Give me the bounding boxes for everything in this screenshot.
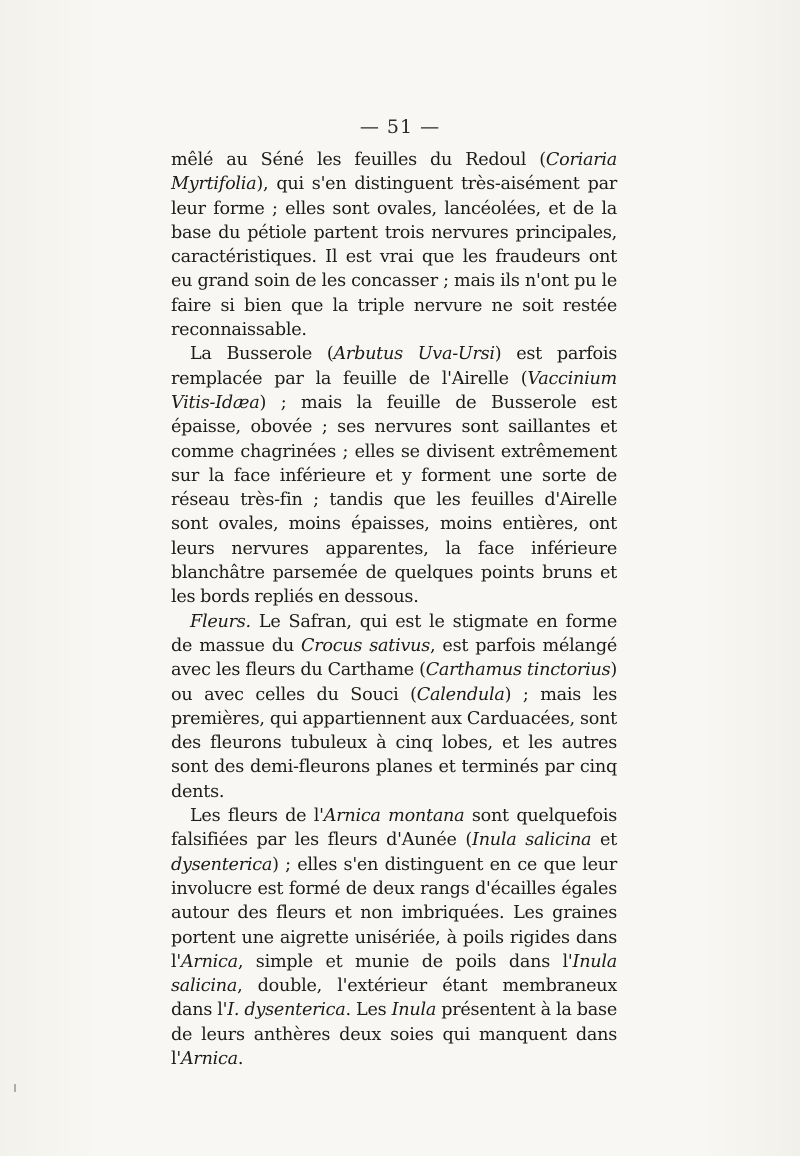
paragraph: La Busserole (Arbutus Uva-Ursi) est parfois remplacée par la feuille de l'Airelle (Vaccinium Vitis-Idæa) ; mais la feuille de Busserole est épaisse, obovée ; ses nervures sont saillantes et comme chagrinées ; elles se divisent extrêmement sur la face inférieure et y forment une sorte de réseau très-fin ; tandis que les feuilles d'Airelle sont ovales, moins épaisses, moins entières, ont leurs nervures apparentes, la face inférieure blanchâtre parsemée de quelques points bruns et les bords repliés en dessous. [171, 344, 618, 608]
section-heading: Fleurs. [190, 611, 251, 632]
species-name: Carthamus tinctorius [425, 660, 611, 681]
species-name: Inula salicina [171, 951, 617, 997]
species-name: Inula [391, 1000, 437, 1021]
species-name: Inula salicina [472, 830, 592, 851]
page-number: — 51 — [359, 116, 441, 138]
paragraph: Fleurs. Le Safran, qui est le stigmate en forme de massue du Crocus sativus, est parfois mélangé avec les fleurs du Carthame (Carthamus tinctorius) ou avec celles du Souci (Calendula) ; mais les premières, qui appartiennent aux Carduacées, sont des fleurons tubuleux à cinq lobes, et les autres sont des demi-fleurons planes et terminés par cinq dents. [171, 611, 617, 802]
paragraph: Les fleurs de l'Arnica montana sont quelquefois falsifiées par les fleurs d'Aunée (Inula salicina et dysenterica) ; elles s'en distinguent en ce que leur involucre est formé de deux rangs d'écailles égales autour des fleurs et non imbriquées. Les graines portent une aigrette unisériée, à poils rigides dans l'Arnica, simple et munie de poils dans l'Inula salicina, double, l'extérieur étant membraneux dans l'I. dysenterica. Les Inula présentent à la base de leurs anthères deux soies qui manquent dans l'Arnica. [171, 806, 617, 1069]
paragraph: mêlé au Séné les feuilles du Redoul (Coriaria Myrtifolia), qui s'en distinguent très-aisément par leur forme ; elles sont ovales, lancéolées, et de la base du pétiole partent trois nervures principales, caractéristiques. Il est vrai que les fraudeurs ont eu grand soin de les concasser ; mais ils n'ont pu le faire si bien que la triple nervure ne soit restée reconnaissable. [171, 150, 617, 341]
margin-mark [14, 1084, 16, 1092]
species-name: Vaccinium Vitis-Idæa [171, 368, 617, 413]
species-name: dysenterica [171, 854, 273, 875]
body-text [171, 148, 617, 1071]
species-name: Arnica [180, 951, 238, 972]
species-name: Arbutus Uva-Ursi [333, 344, 495, 365]
species-name: Coriaria Myrtifolia [171, 150, 617, 195]
species-name: I. dysenterica [227, 1000, 346, 1021]
species-name: Crocus sativus [300, 635, 431, 656]
species-name: Arnica [180, 1048, 238, 1069]
species-name: Calendula [416, 684, 505, 705]
species-name: Arnica montana [323, 806, 465, 827]
